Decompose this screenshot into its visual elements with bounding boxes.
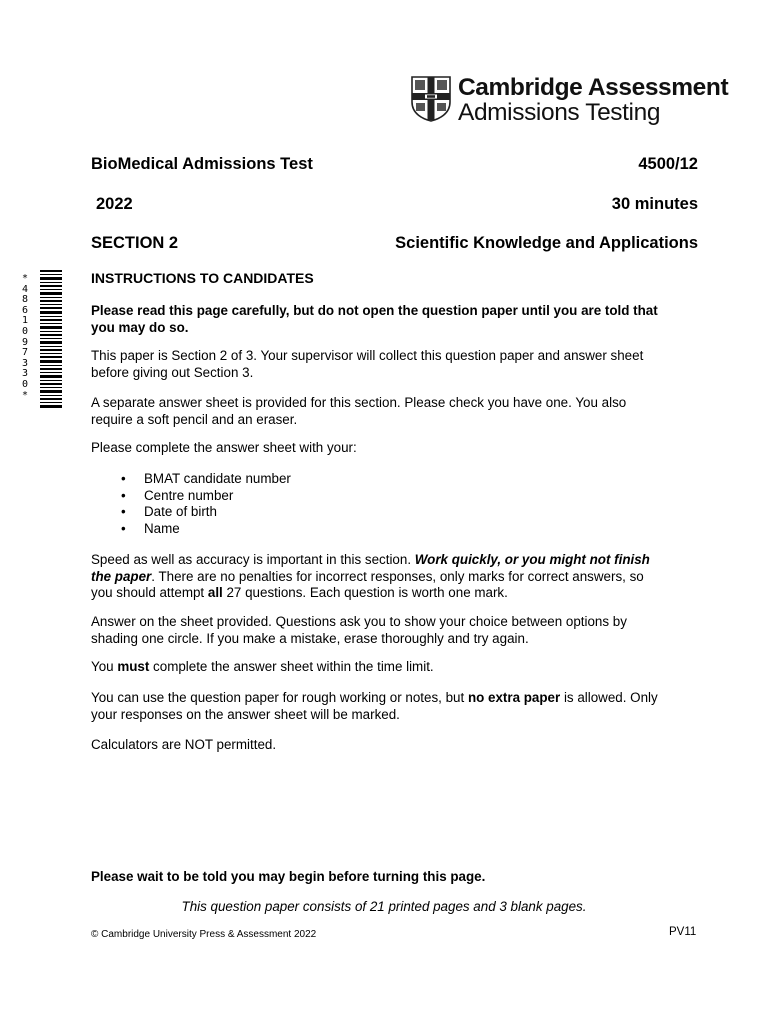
exam-duration: 30 minutes (611, 195, 698, 213)
exam-year: 2022 (96, 195, 133, 213)
time-limit-paragraph: You must complete the answer sheet within the time limit. (91, 659, 434, 674)
wait-notice: Please wait to be told you may begin before turning this page. (91, 869, 486, 884)
page-count-note: This question paper consists of 21 printed pages and 3 blank pages. (181, 899, 587, 914)
instructions-heading: INSTRUCTIONS TO CANDIDATES (91, 270, 314, 286)
cambridge-crest-icon (411, 76, 451, 122)
list-item: • Date of birth (91, 504, 291, 521)
complete-sheet-paragraph: Please complete the answer sheet with your: (91, 440, 357, 455)
section-info-paragraph: This paper is Section 2 of 3. Your supervisor will collect this question paper and answer sheet before giving out Section 3. (91, 348, 644, 380)
speed-accuracy-paragraph: Speed as well as accuracy is important in this section. Work quickly, or you might not finish the paper. There are no penalties for incorrect responses, only marks for correct answers, so you should attempt all 27 questions. Each question is worth one mark. (91, 552, 650, 600)
shading-paragraph: Answer on the sheet provided. Questions ask you to show your choice between options by shading one circle. If you make a mistake, erase thoroughly and try again. (91, 614, 627, 646)
cambridge-assessment-logo (411, 74, 729, 126)
section-number: SECTION 2 (91, 234, 179, 252)
paper-code: 4500/12 (638, 155, 698, 173)
section-title: Scientific Knowledge and Applications (395, 234, 698, 252)
answer-sheet-fields-list (91, 471, 291, 537)
logo-line-2: Admissions Testing (458, 99, 661, 126)
test-name: BioMedical Admissions Test (91, 155, 313, 173)
calculators-paragraph: Calculators are NOT permitted. (91, 737, 277, 752)
answer-sheet-paragraph: A separate answer sheet is provided for this section. Please check you have one. You also require a soft pencil and an eraser. (91, 395, 627, 427)
list-item: • BMAT candidate number (91, 471, 291, 488)
logo-line-1: Cambridge Assessment (458, 74, 729, 101)
copyright-notice: © Cambridge University Press & Assessment 2022 (91, 929, 317, 940)
rough-working-paragraph: You can use the question paper for rough working or notes, but no extra paper is allowed. Only your responses on the answer sheet will be marked. (91, 690, 658, 722)
list-item: • Centre number (91, 488, 291, 505)
barcode-number: * 4 8 6 1 0 9 7 3 3 0 * (21, 273, 29, 401)
read-carefully-warning: Please read this page carefully, but do not open the question paper until you are told that you may do so. (91, 303, 658, 335)
list-item: • Name (91, 521, 291, 538)
print-code: PV11 (669, 926, 697, 938)
